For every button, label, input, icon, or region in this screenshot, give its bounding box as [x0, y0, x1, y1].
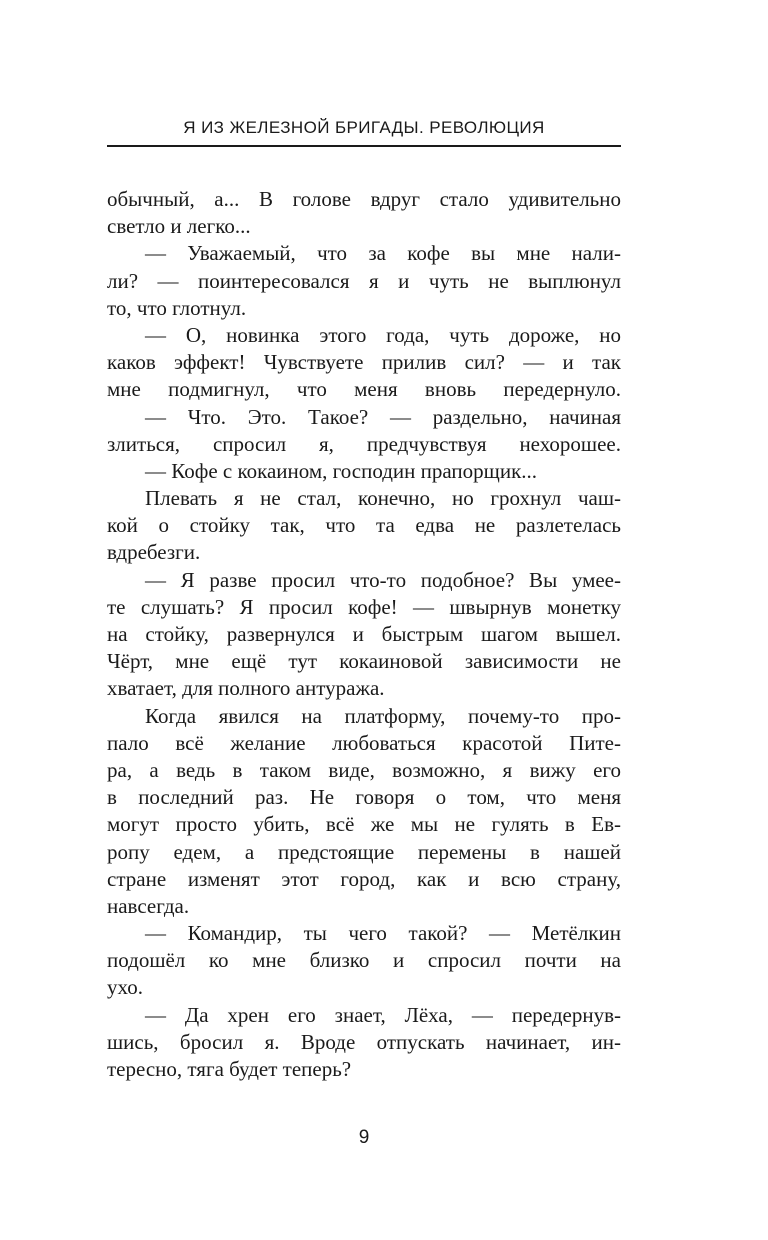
text-line: вдребезги. [107, 540, 201, 565]
text-line: ра, а ведь в таком виде, возможно, я вижу его [107, 757, 621, 782]
text-line: Когда явился на платформу, почему-то про- [145, 703, 621, 728]
text-line: могут просто убить, всё же мы не гулять в Ев- [107, 812, 621, 837]
text-line: Чёрт, мне ещё тут кокаиновой зависимости не [107, 649, 621, 674]
text-line: злиться, спросил я, предчувствуя нехорошее. [107, 431, 621, 456]
text-line: стране изменят этот город, как и всю страну, [107, 866, 621, 891]
text-line: то, что глотнул. [107, 295, 247, 320]
text-line: в последний раз. Не говоря о том, что меня [107, 785, 621, 810]
text-line: ли? — поинтересовался я и чуть не выплюнул [107, 268, 621, 293]
text-line: каков эффект! Чувствуете прилив сил? — и так [107, 350, 621, 375]
text-line: светло и легко... [107, 214, 251, 239]
text-line: подошёл ко мне близко и спросил почти на [107, 948, 621, 973]
text-line: на стойку, развернулся и быстрым шагом вышел. [107, 622, 621, 646]
header-rule [107, 145, 621, 147]
text-line: — Да хрен его знает, Лёха, — передернув- [145, 1002, 621, 1027]
running-title: Я ИЗ ЖЕЛЕЗНОЙ БРИГАДЫ. РЕВОЛЮЦИЯ [183, 118, 545, 137]
text-line: обычный, а... В голове вдруг стало удивительно [107, 187, 621, 211]
text-line: те слушать? Я просил кофе! — швырнув монетку [107, 594, 621, 619]
text-line: — Я разве просил что-то подобное? Вы умее- [145, 567, 621, 592]
text-line: мне подмигнул, что меня вновь передернуло. [107, 377, 621, 402]
page-number: 9 [358, 1127, 370, 1148]
text-line: — Уважаемый, что за кофе вы мне нали- [145, 241, 621, 266]
text-line: кой о стойку так, что та едва не разлетелась [107, 513, 621, 538]
body-text [107, 186, 621, 1083]
text-line: шись, бросил я. Вроде отпускать начинает, ин- [107, 1029, 621, 1054]
text-line: навсегда. [107, 893, 190, 918]
text-line: — Что. Это. Такое? — раздельно, начиная [145, 404, 621, 429]
text-line: пало всё желание любоваться красотой Пите- [107, 730, 621, 755]
text-line: ропу едем, а предстоящие перемены в нашей [107, 839, 621, 864]
text-line: — Кофе с кокаином, господин прапорщик... [145, 458, 538, 483]
text-line: хватает, для полного антуража. [107, 676, 385, 701]
text-line: Плевать я не стал, конечно, но грохнул чаш- [145, 486, 621, 511]
text-line: — О, новинка этого года, чуть дороже, но [145, 322, 621, 347]
text-line: — Командир, ты чего такой? — Метёлкин [145, 921, 621, 946]
text-line: ухо. [107, 975, 143, 1000]
text-line: тересно, тяга будет теперь? [107, 1057, 352, 1081]
